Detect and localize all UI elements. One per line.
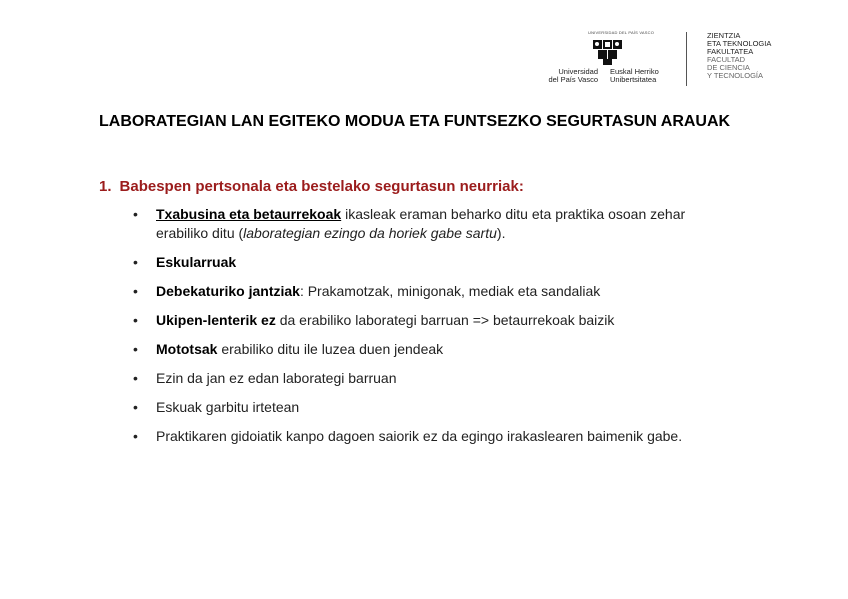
list-item [131, 369, 691, 388]
list-item [131, 427, 691, 446]
section-heading-text: Babespen pertsonala eta bestelako segurtasun neurriak: [119, 178, 524, 195]
bullet-icon: • [133, 283, 138, 299]
section-number: 1. [99, 178, 112, 195]
list-item [131, 398, 691, 417]
header [540, 28, 790, 90]
logo-top-text: UNIVERSIDAD DEL PAÍS VASCO [588, 30, 655, 35]
item-bold: Txabusina eta betaurrekoak [156, 206, 342, 222]
list-item [131, 282, 691, 301]
bullet-icon: • [133, 399, 138, 415]
list-item [131, 340, 691, 359]
university-name-es: Universidad del País Vasco [548, 67, 598, 84]
list-item [131, 311, 691, 330]
item-text: Praktikaren gidoiatik kanpo dagoen saiorik ez da egingo irakaslearen baimenik gabe. [156, 428, 683, 444]
item-text: ikasleak eraman beharko ditu eta praktika osoan zehar erabiliko ditu ( [156, 206, 686, 241]
item-text: : Prakamotzak, minigonak, mediak eta sandaliak [299, 283, 601, 299]
page-title: LABORATEGIAN LAN EGITEKO MODUA ETA FUNTSEZKO SEGURTASUN ARAUAK [99, 113, 731, 130]
university-name-eu: Euskal Herriko Unibertsitatea [610, 67, 659, 84]
bullet-icon: • [133, 312, 138, 328]
list-item [131, 205, 691, 243]
bullet-icon: • [133, 206, 138, 222]
rules-list [131, 205, 691, 456]
bullet-icon: • [133, 370, 138, 386]
item-text: erabiliko ditu ile luzea duen jendeak [217, 341, 444, 357]
item-bold: Eskularruak [156, 254, 237, 270]
item-tail: ). [496, 225, 506, 241]
bullet-icon: • [133, 428, 138, 444]
list-item [131, 253, 691, 272]
bullet-icon: • [133, 341, 138, 357]
header-divider [686, 32, 687, 86]
item-italic: laborategian ezingo da horiek gabe sartu [243, 225, 497, 241]
university-logo-icon [587, 32, 629, 66]
item-bold: Debekaturiko jantziak [156, 283, 300, 299]
bullet-icon: • [133, 254, 138, 270]
item-bold: Mototsak [156, 341, 218, 357]
item-bold: Ukipen-lenterik ez [156, 312, 276, 328]
item-text: Ezin da jan ez edan laborategi barruan [156, 370, 397, 386]
faculty-name: ZIENTZIA ETA TEKNOLOGIA FAKULTATEA FACULTAD DE CIENCIA Y TECNOLOGÍA [707, 31, 772, 80]
section-heading [99, 178, 524, 195]
item-text: Eskuak garbitu irtetean [156, 399, 300, 415]
item-text: da erabiliko laborategi barruan => betaurrekoak baizik [275, 312, 615, 328]
